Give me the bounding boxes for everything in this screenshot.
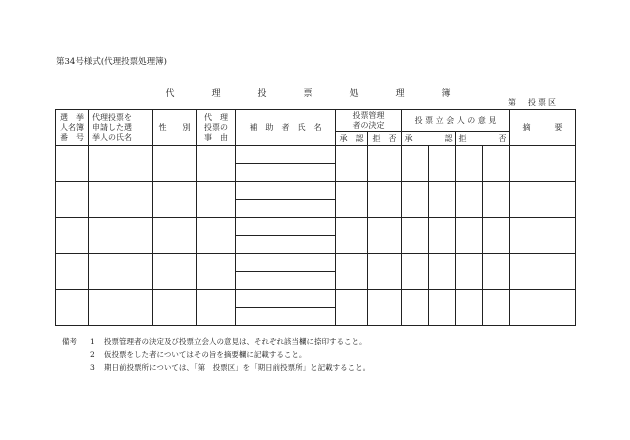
note-number: 2 [90,350,95,359]
cell-reason[interactable] [197,146,236,182]
cell-gender[interactable] [153,218,197,254]
cell-assistant-name[interactable] [236,308,336,326]
cell-voter-number[interactable] [56,254,89,290]
cell-witness-reject[interactable] [483,254,510,290]
cell-witness-reject[interactable] [483,146,510,182]
cell-manager-approve[interactable] [336,254,368,290]
cell-reason[interactable] [197,182,236,218]
cell-gender[interactable] [153,290,197,326]
header-manager-decision: 投票管理 者の決定 [336,110,402,132]
cell-assistant-name[interactable] [236,182,336,200]
cell-witness-reject[interactable] [456,146,483,182]
header-witness-approve: 承 認 [402,132,456,146]
cell-remarks[interactable] [510,146,576,182]
cell-applicant-name[interactable] [89,182,153,218]
cell-assistant-name[interactable] [236,254,336,272]
cell-remarks[interactable] [510,218,576,254]
cell-witness-reject[interactable] [483,218,510,254]
header-applicant-name: 代理投票を 申請した選 挙人の氏名 [89,110,153,146]
cell-gender[interactable] [153,254,197,290]
cell-gender[interactable] [153,146,197,182]
cell-witness-reject[interactable] [456,218,483,254]
notes-prefix: 備考 [62,337,77,346]
cell-voter-number[interactable] [56,182,89,218]
header-assistant-name: 補 助 者 氏 名 [236,110,336,146]
cell-witness-reject[interactable] [456,290,483,326]
table-row [56,182,576,200]
note-text: 仮投票をした者についてはその旨を摘要欄に記載すること。 [104,350,307,359]
cell-assistant-name[interactable] [236,236,336,254]
cell-voter-number[interactable] [56,146,89,182]
cell-applicant-name[interactable] [89,254,153,290]
header-gender: 性 別 [153,110,197,146]
cell-reason[interactable] [197,254,236,290]
district-label: 第 投票区 [508,98,558,107]
cell-witness-approve[interactable] [429,290,456,326]
cell-manager-reject[interactable] [368,182,402,218]
table-row [56,218,576,236]
cell-voter-number[interactable] [56,290,89,326]
page-title: 代 理 投 票 処 理 簿 [165,89,465,99]
note-item [62,361,370,374]
notes [62,335,370,374]
header-manager-approve: 承 認 [336,132,368,146]
cell-assistant-name[interactable] [236,290,336,308]
cell-reason[interactable] [197,218,236,254]
header-remarks: 摘 要 [510,110,576,146]
cell-manager-reject[interactable] [368,146,402,182]
cell-witness-approve[interactable] [429,254,456,290]
table-row [56,146,576,164]
header-manager-reject: 拒 否 [368,132,402,146]
cell-remarks[interactable] [510,290,576,326]
cell-witness-approve[interactable] [402,254,429,290]
cell-gender[interactable] [153,182,197,218]
cell-applicant-name[interactable] [89,218,153,254]
cell-manager-reject[interactable] [368,254,402,290]
cell-witness-approve[interactable] [429,182,456,218]
note-item [62,348,370,361]
cell-assistant-name[interactable] [236,218,336,236]
cell-witness-approve[interactable] [402,146,429,182]
cell-manager-approve[interactable] [336,218,368,254]
cell-manager-approve[interactable] [336,146,368,182]
cell-assistant-name[interactable] [236,272,336,290]
cell-assistant-name[interactable] [236,164,336,182]
cell-remarks[interactable] [510,182,576,218]
form-label: 第34号様式(代理投票処理簿) [56,57,167,67]
cell-manager-approve[interactable] [336,182,368,218]
note-text: 期日前投票所については、「第 投票区」を「期日前投票所」と記載すること。 [104,363,371,372]
cell-manager-approve[interactable] [336,290,368,326]
note-number: 3 [90,363,95,372]
note-text: 投票管理者の決定及び投票立会人の意見は、それぞれ該当欄に捺印すること。 [104,337,367,346]
cell-reason[interactable] [197,290,236,326]
cell-manager-reject[interactable] [368,218,402,254]
cell-assistant-name[interactable] [236,200,336,218]
cell-witness-approve[interactable] [429,218,456,254]
cell-witness-reject[interactable] [483,290,510,326]
cell-witness-reject[interactable] [483,182,510,218]
cell-applicant-name[interactable] [89,146,153,182]
header-witness-opinion: 投 票 立 会 人 の 意 見 [402,110,510,132]
table-row [56,290,576,308]
cell-witness-approve[interactable] [429,146,456,182]
cell-manager-reject[interactable] [368,290,402,326]
cell-applicant-name[interactable] [89,290,153,326]
cell-remarks[interactable] [510,254,576,290]
header-witness-reject: 拒 否 [456,132,510,146]
header-voter-number: 選 挙 人名簿 番 号 [56,110,89,146]
cell-voter-number[interactable] [56,218,89,254]
cell-witness-approve[interactable] [402,290,429,326]
table-row [56,254,576,272]
cell-assistant-name[interactable] [236,146,336,164]
note-item [62,335,370,348]
header-reason: 代 理 投票の 事 由 [197,110,236,146]
cell-witness-approve[interactable] [402,218,429,254]
cell-witness-reject[interactable] [456,254,483,290]
cell-witness-reject[interactable] [456,182,483,218]
proxy-voting-table [55,109,576,326]
cell-witness-approve[interactable] [402,182,429,218]
note-number: 1 [90,337,95,346]
